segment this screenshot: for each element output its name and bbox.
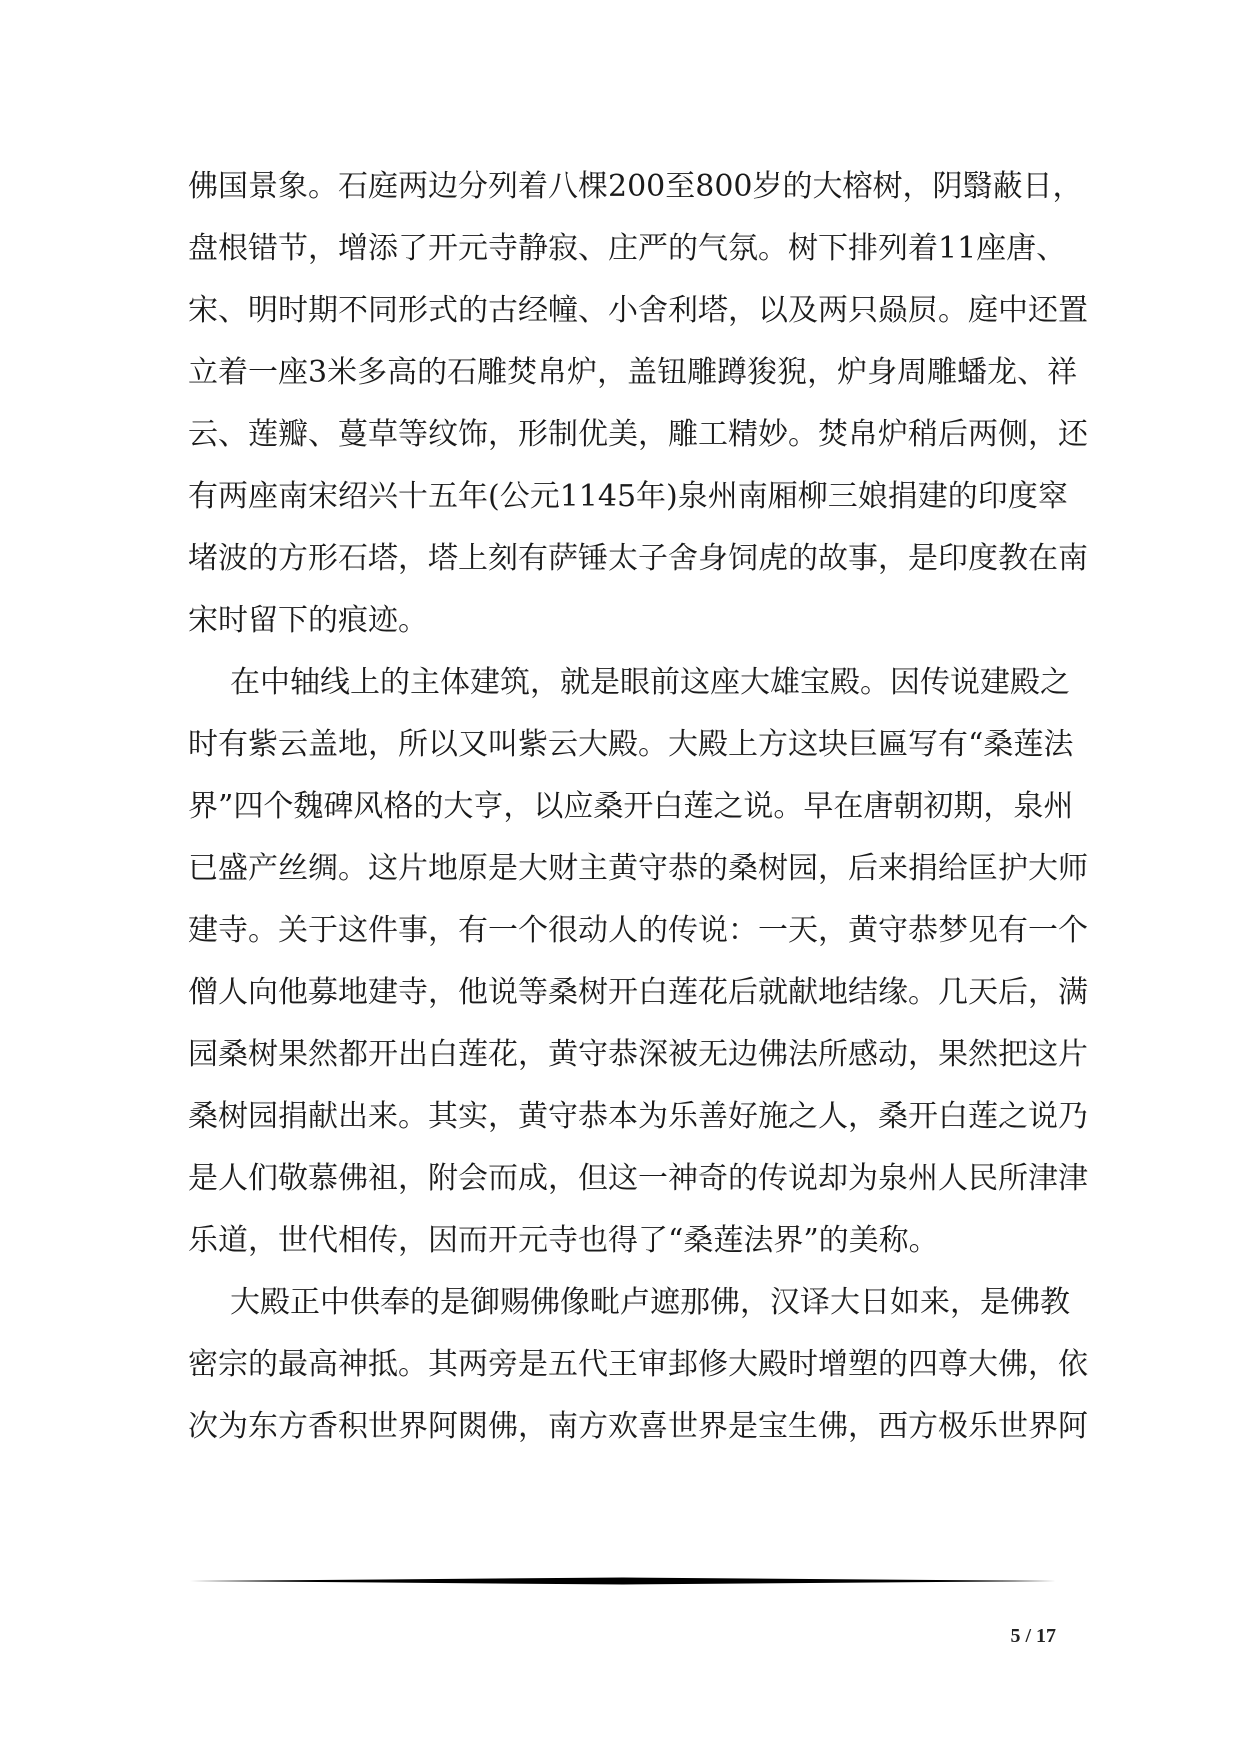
text-line: 园桑树果然都开出白莲花，黄守恭深被无边佛法所感动，果然把这片 bbox=[188, 1037, 1088, 1072]
text-line: 佛国景象。石庭两边分列着八棵200至800岁的大榕树，阴翳蔽日， bbox=[188, 169, 1083, 204]
footer-rule-shape bbox=[190, 1578, 1056, 1585]
text-line: 次为东方香积世界阿閦佛，南方欢喜世界是宝生佛，西方极乐世界阿 bbox=[188, 1409, 1088, 1444]
text-line: 是人们敬慕佛祖，附会而成，但这一神奇的传说却为泉州人民所津津 bbox=[188, 1161, 1088, 1196]
footer-rule bbox=[190, 1577, 1056, 1585]
paragraph bbox=[188, 156, 1088, 652]
paragraph bbox=[188, 1272, 1088, 1458]
text-line: 堵波的方形石塔，塔上刻有萨锤太子舍身饲虎的故事，是印度教在南 bbox=[188, 541, 1088, 576]
text-line: 乐道，世代相传，因而开元寺也得了“桑莲法界”的美称。 bbox=[188, 1223, 939, 1258]
text-line: 桑树园捐献出来。其实，黄守恭本为乐善好施之人，桑开白莲之说乃 bbox=[188, 1099, 1088, 1134]
text-line: 界”四个魏碑风格的大亨，以应桑开白莲之说。早在唐朝初期，泉州 bbox=[188, 789, 1074, 824]
text-line: 宋时留下的痕迹。 bbox=[188, 603, 428, 638]
text-line: 在中轴线上的主体建筑，就是眼前这座大雄宝殿。因传说建殿之 bbox=[230, 665, 1070, 700]
text-line: 立着一座3米多高的石雕焚帛炉，盖钮雕蹲狻猊，炉身周雕蟠龙、祥 bbox=[188, 355, 1078, 390]
text-line: 大殿正中供奉的是御赐佛像毗卢遮那佛，汉译大日如来，是佛教 bbox=[230, 1285, 1070, 1320]
text-line: 已盛产丝绸。这片地原是大财主黄守恭的桑树园，后来捐给匡护大师 bbox=[188, 851, 1088, 886]
text-line: 云、莲瓣、蔓草等纹饰，形制优美，雕工精妙。焚帛炉稍后两侧，还 bbox=[188, 417, 1088, 452]
text-line: 宋、明时期不同形式的古经幢、小舍利塔，以及两只赑屃。庭中还置 bbox=[188, 293, 1088, 328]
text-line: 密宗的最高神抵。其两旁是五代王审邽修大殿时增塑的四尊大佛，依 bbox=[188, 1347, 1088, 1382]
text-line: 盘根错节，增添了开元寺静寂、庄严的气氛。树下排列着11座唐、 bbox=[188, 231, 1067, 266]
body-text bbox=[188, 156, 1088, 1458]
text-line: 僧人向他募地建寺，他说等桑树开白莲花后就献地结缘。几天后，满 bbox=[188, 975, 1088, 1010]
page-number: 5 / 17 bbox=[1010, 1625, 1056, 1647]
paragraph bbox=[188, 652, 1088, 1272]
text-line: 有两座南宋绍兴十五年(公元1145年)泉州南厢柳三娘捐建的印度窣 bbox=[188, 479, 1068, 514]
text-line: 时有紫云盖地，所以又叫紫云大殿。大殿上方这块巨匾写有“桑莲法 bbox=[188, 727, 1074, 762]
text-line: 建寺。关于这件事，有一个很动人的传说：一天，黄守恭梦见有一个 bbox=[188, 913, 1088, 948]
